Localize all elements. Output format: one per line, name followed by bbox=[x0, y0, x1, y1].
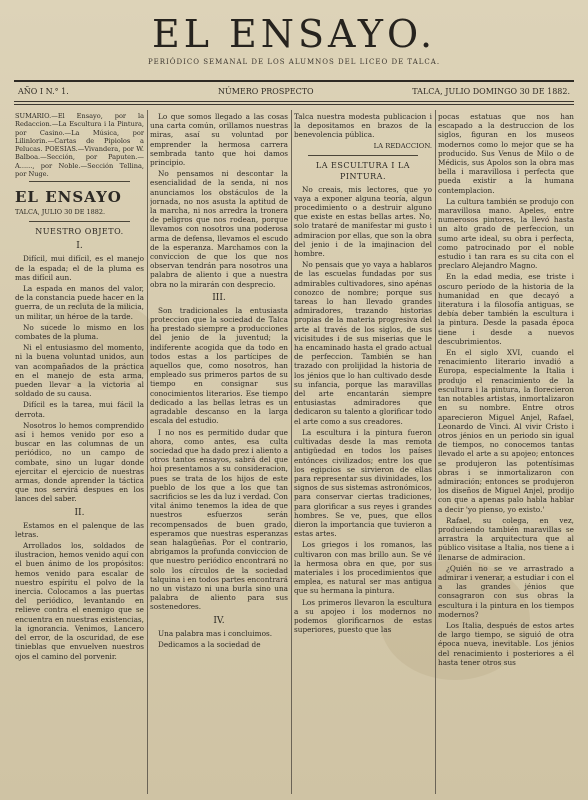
section-numeral: IV. bbox=[213, 615, 225, 626]
paragraph: Talca nuestra modesta publicacion i la depositamos en brazos de la benevolencia pública. bbox=[294, 112, 432, 140]
divider bbox=[308, 155, 418, 156]
section-nameplate: EL ENSAYO bbox=[15, 188, 122, 207]
issue-meta-line bbox=[18, 85, 570, 99]
paragraph: Rafael, su colega, en vez, produciendo también maravillas se arrastra la arquitectura que al público visitase a Italia, nos tiene a i llenarse de admiracion. bbox=[438, 515, 574, 562]
paragraph: No sucede lo mismo en los combates de la pluma. bbox=[15, 322, 144, 341]
section-numeral: II. bbox=[74, 507, 85, 518]
paragraph: Son tradicionales la entusiasta proteccion que la sociedad de Talca ha prestado siempre a producciones del jenio de la juventud; la indiferente acogida que da todo en todos estas a los partícipes de aquellos que, como nosotros, han empleado sus primeros partos de su tiempo en consignar sus conocimientos literarios. Ese tiempo dedicado a las bellas letras es un agradable descanso en la larga escala del estudio. bbox=[150, 305, 288, 426]
column-3 bbox=[294, 112, 432, 796]
paragraph: La espada en manos del valor, de la constancia puede hacer en la guerra, de un recluta de la milicia, un militar, un héroe de la tarde. bbox=[15, 283, 144, 321]
masthead-title: EL ENSAYO. bbox=[151, 12, 437, 56]
paragraph: Estamos en el palenque de las letras. bbox=[15, 520, 144, 539]
column-divider bbox=[147, 110, 148, 794]
paragraph: pocas estatuas que nos han escapado a la destruccion de los siglos, figuran en los museos modernos como lo mejor que se ha producido. Sus Venus de Milo o de Médicis, sus Apolos son la obra mas bella i maravillosa i perfecta que pueda existir a la humana contemplacion. bbox=[438, 112, 574, 195]
paragraph: La escultura i la pintura fueron cultivadas desde la mas remota antigüedad en todos los países entónces civilizados; entre los que los egipcios se sirvieron de ellas para representar sus divinidades, los signos de sus sistemas astronómicos, para conservar ciertas tradiciones, para glorificar a sus reyes i grandes hombres. Se ve, pues, que ellos dieron la importancia que tuvieron a estas artes. bbox=[294, 427, 432, 539]
paragraph: Difícil, mui difícil, es el manejo de la espada; el de la pluma es mas difícil aun. bbox=[15, 254, 144, 282]
paragraph: No pensais que yo vaya a hablaros de las escuelas fundadas por sus admirables cultivadores, sino apénas conozco de nombre; porque sus tareas lo han llevado grandes admiradores, trazando historias propias de la materia progresiva del arte al través de los siglos, de sus vicisitudes i de sus miserias que le ha encaminado hasta el grado actual de perfeccion. También se han trazado con prolijidad la historia de los jénios que lo han cultivado desde su infancia, porque las maravillas del arte encantarán siempre entusiastas admiradores que dedicaron su talento a glorificar todo el arte como a sus creadores. bbox=[294, 260, 432, 426]
paragraph: ¿Quién no se ve arrastrado a admirar i venerar, a estudiar i con el a las grandes jénios que consagraron con sus obras la escultura i la pintura en los tiempos modernos? bbox=[438, 563, 574, 619]
masthead-subtitle: PERIÓDICO SEMANAL DE LOS ALUMNOS DEL LICEO DE TALCA. bbox=[147, 58, 441, 66]
column-divider bbox=[291, 110, 292, 794]
editorial-signoff: LA REDACCION. bbox=[373, 141, 432, 150]
column-1 bbox=[15, 112, 144, 796]
meta-rule-bottom bbox=[14, 104, 574, 105]
divider bbox=[29, 181, 130, 182]
article-title: LA ESCULTURA I LA PINTURA. bbox=[315, 160, 411, 181]
paragraph: La cultura también se produjo con maravillosa mano. Apeles, entre numerosos pintores, la llevó hasta un alto grado de perfeccion, un sumo arte ideal, su obra i perfecta, como patrocinado por el noble estudio i tan rara es su cita con el preclaro Alejandro Magno. bbox=[438, 196, 574, 271]
masthead bbox=[0, 14, 588, 68]
paragraph: Nosotros lo hemos comprendido así i hemos venido por eso a buscar en las columnas de un periódico, no un campo de combate, sino un lugar donde ejercitar el ejercicio de nuestras armas, donde aprender la táctica que nos servirá despues en los lances del saber. bbox=[15, 420, 144, 504]
paragraph: I no nos es permitido dudar que ahora, como antes, esa culta sociedad que ha dado prez i aliento a otros tantos ensayos, sabrá del que hoi presentamos a su consideracion, pues se trata de los hijos de este pueblo de los que a los que tan sacrificios se les da luz i verdad. Con vital ánimo tenemos la idea de que nuestros esfuerzos serán recompensados de buen grado, esperamos que nuestras esperanzas sean halagüeñas. Por el contrario, abrigamos la profunda conviccion de que nuestro periódico encontrará no solo los círculos de la sociedad talquina i en todos partes encontrará no un vistazo ni una burla sino una palabra de aliento para sus sostenedores. bbox=[150, 427, 288, 612]
paragraph: No creais, mis lectores, que yo vaya a exponer alguna teoría, algun procedimiento o a destruir alguno que existe en estas bellas artes. No, solo trataré de manifestar mi gusto i admiracion por ellas, que son la obra del jenio i de la imajinacion del hombre. bbox=[294, 184, 432, 259]
column-4 bbox=[438, 112, 574, 796]
paragraph: No pensamos ni descontar la esencialidad de la senda, ni nos anunciamos los obstáculos de la jornada, no nos asusta la aptitud de la marcha, ni nos arredra la tronera de peligros que nos rodean, porque llevamos con nosotros una poderosa arma de defensa, llevamos el escudo de la esperanza. Marchamos con la conviccion de que los que nos observan tendrán para nosotros una palabra de aliento i que a nuestra obra no la mirarán con desprecio. bbox=[150, 169, 288, 289]
section-numeral: III. bbox=[212, 292, 226, 303]
paragraph: En el siglo XVI, cuando el renacimiento literario invadió a Europa, especialmente la Italia i produjo el renacimiento de la escultura i la pintura, la florecieron tan notables artistas, inmortalizaron en su nombre. Entre otros aparecieron Miguel Anjel, Rafael, Leonardo de Vinci. Al vivir Cristo i otros jénios en un periodo sin igual de tiempos, no conocemos tantas llevado el arte a su apojeo; entonces se produjeron las potentísimas obras i se inmortalizaron con admiración; entonces se produjeron los diseños de Miguel Anjel, prodijo con que a apenas palo habla hablar a decir 'yo pienso, yo existo.' bbox=[438, 348, 574, 514]
paragraph: Los griegos i los romanos, las cultivaron con mas brillo aun. Se vé la hermosa obra en que, por sus materiales i los procedimientos que emplea, es natural ser mas antigua que su hermana la pintura. bbox=[294, 540, 432, 596]
paragraph: En la edad media, ese triste i oscuro período de la historia de la humanidad en que decayó a literatura i la filosofía antiguas, se debía deber también la escultura i la pintura. Desde la pasada época tiene i desde a nuevos descubrimientos. bbox=[438, 272, 574, 346]
paragraph: Difícil es la tarea, mui fácil la derrota. bbox=[15, 400, 144, 419]
paragraph: Una palabra mas i concluimos. bbox=[158, 628, 273, 638]
prospect-label: NÚMERO PROSPECTO bbox=[218, 87, 314, 96]
summary-box: SUMARIO.—El Ensayo, por la Redaccion.—La Escultura i la Pintura, por Casino.—La Música, por Lilinlorin.—Cartas de Pipiolos a Pelucas. POESIAS.—Vivandera, por W. Balboa.—Sección, por Paputen.—A......, por Noble.—Sección Tellina, por Nuge. bbox=[15, 112, 144, 179]
column-divider bbox=[435, 110, 436, 794]
article-title: NUESTRO OBJETO. bbox=[35, 227, 124, 237]
issue-number: AÑO I N.° 1. bbox=[18, 87, 69, 96]
masthead-rule bbox=[14, 80, 574, 82]
paragraph: Lo que somos llegado a las cosas una carta común, orillamos nuestras miras, asaí su voluntad por emprender la hermosa carrera sembrada tanto que hoi damos principio. bbox=[150, 112, 288, 168]
divider bbox=[29, 221, 130, 222]
paragraph: Arrollados los, soldados de ilustracion, hemos venido aquí con el buen ánimo de los propósitos: hemos venido para escalar de nuestro espíritu el polvo de la inercia. Colocamos a las puertas del periódico, levantando en relieve contra el enemigo que se encuentra en nuestras existencias, la ignorancia. Venimos, Lancero del error, de la oscuridad, de ese tinieblas que envuelven nuestros ojos el camino del porvenir. bbox=[15, 541, 144, 661]
paragraph: Los primeros llevaron la escultura a su apojeo i los modernos no podemos glorificarnos de estas superiores, puesto que las bbox=[294, 597, 432, 635]
paragraph: Ni el entusiasmo del momento, ni la buena voluntad unidos, aun van acompañados de la práctica en el manejo de esta arma, pueden llevar a la victoria al soldado de su causa. bbox=[15, 343, 144, 399]
column-2 bbox=[150, 112, 288, 796]
issue-date: TALCA, JULIO DOMINGO 30 DE 1882. bbox=[412, 87, 570, 96]
paragraph: Los Italia, después de estos artes de largo tiempo, se siguió de otra época nueva, inevitable. Los jénios del renacimiento i posteriores a él hasta tener otros sus bbox=[438, 620, 574, 667]
paragraph: Dedicamos a la sociedad de bbox=[158, 639, 261, 649]
section-numeral: I. bbox=[76, 241, 83, 252]
meta-rule-top bbox=[14, 101, 574, 102]
dateline: TALCA, JULIO 30 DE 1882. bbox=[15, 208, 106, 217]
